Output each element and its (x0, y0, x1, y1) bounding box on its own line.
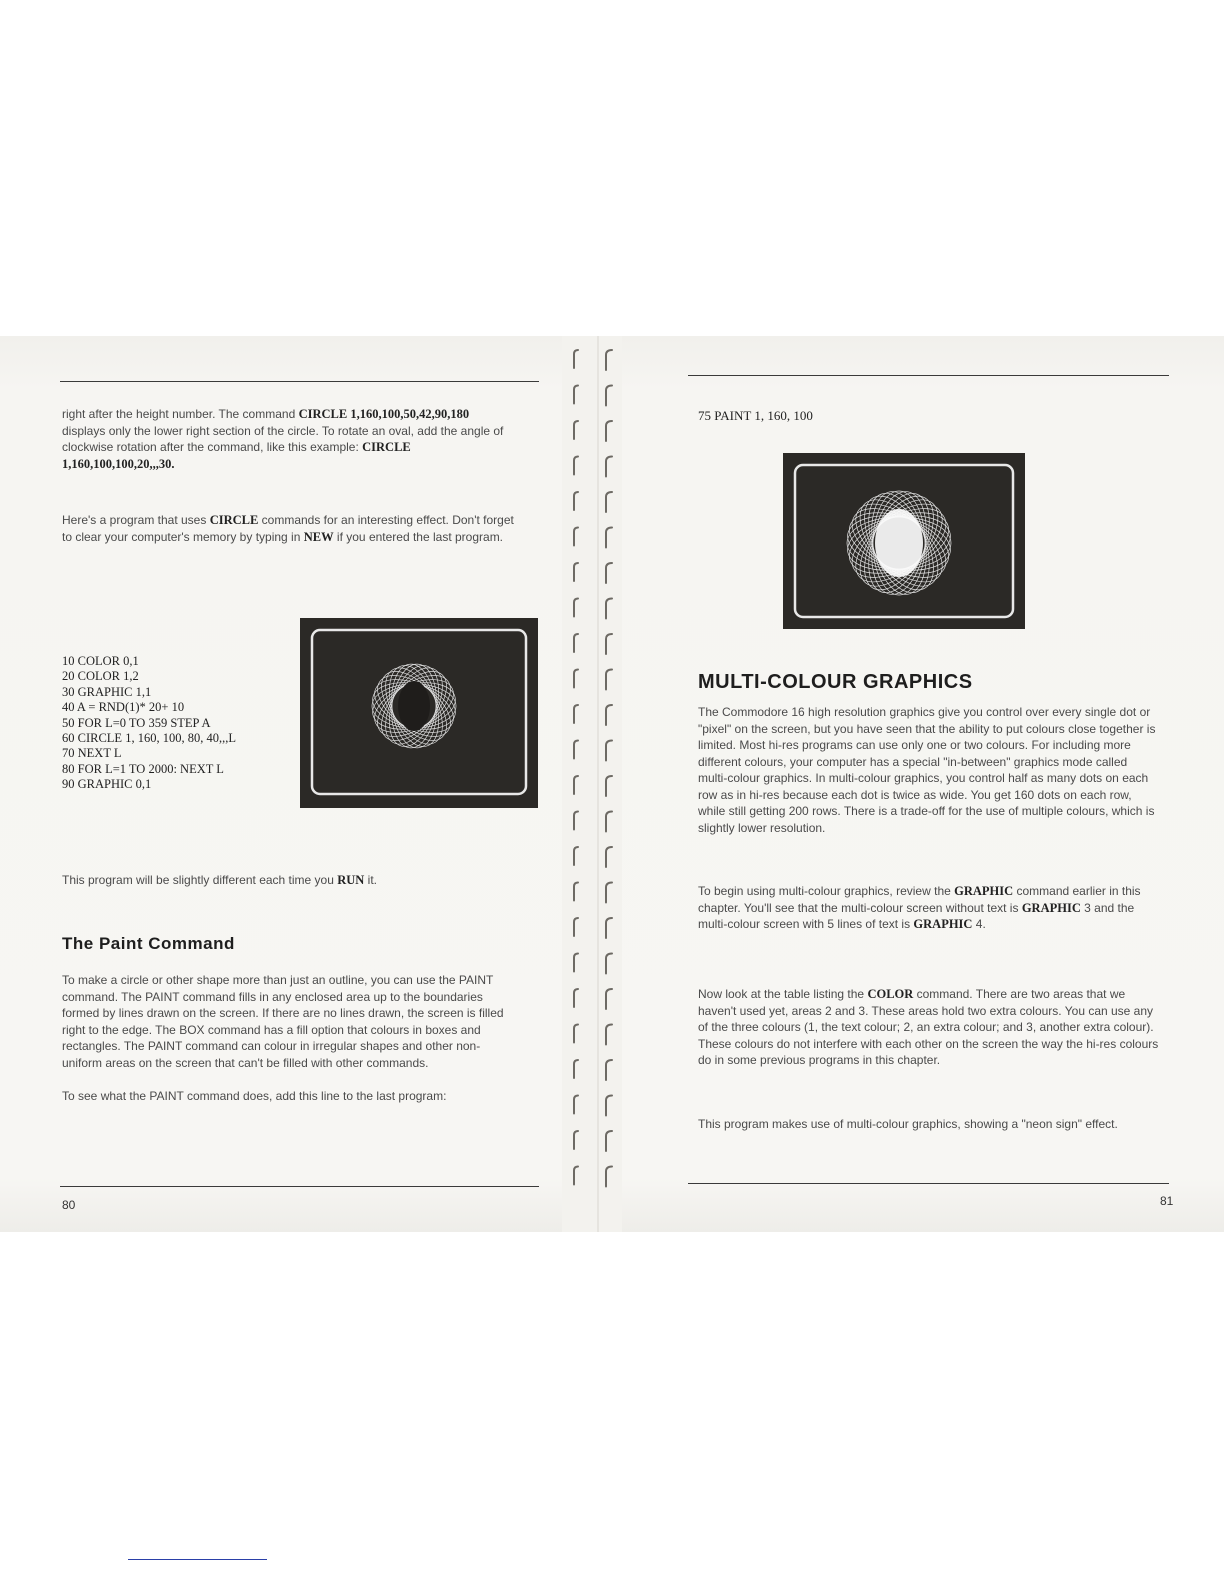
paragraph-graphic-modes (698, 883, 1154, 933)
text-run: 4. (972, 917, 986, 931)
section-heading: MULTI-COLOUR GRAPHICS (698, 671, 973, 693)
bottom-rule (60, 1186, 539, 1187)
text-run: Now look at the table listing the (698, 987, 868, 1001)
code-line: 60 CIRCLE 1, 160, 100, 80, 40,,,L (62, 731, 236, 746)
painted-spirograph-graphic (783, 453, 1025, 629)
code-line: 70 NEXT L (62, 746, 122, 761)
command-keyword: RUN (337, 873, 365, 887)
text-run: if you entered the last program. (333, 529, 504, 544)
command-keyword: CIRCLE (209, 513, 259, 527)
text-run: command earlier in this chapter. You'll see that the multi-colour screen without text is (698, 884, 1141, 915)
code-line: 30 GRAPHIC 1,1 (62, 684, 152, 699)
code-line: 50 FOR L=0 TO 359 STEP A (62, 715, 211, 730)
text-run: commands for an interesting effect. Don't forget to clear your computer's memory by typing in (62, 513, 514, 544)
basic-program-listing (62, 654, 302, 793)
paragraph-run-note (62, 872, 522, 889)
right-page (620, 336, 1224, 1232)
bottom-rule (688, 1183, 1169, 1184)
bottom-link-line (128, 1559, 267, 1560)
paint-code-line: 75 PAINT 1, 160, 100 (698, 408, 813, 423)
paragraph-neon-sign: This program makes use of multi-colour graphics, showing a "neon sign" effect. (698, 1117, 1118, 1131)
screen-photo-circles (300, 618, 538, 808)
text-run: This program will be slightly different each time you (62, 873, 338, 887)
code-line: 80 FOR L=1 TO 2000: NEXT L (62, 761, 224, 776)
section-heading: The Paint Command (62, 934, 235, 953)
command-keyword: COLOR (867, 987, 914, 1001)
command-keyword: GRAPHIC (954, 884, 1014, 898)
paragraph-paint-instruction: To see what the PAINT command does, add this line to the last program: (62, 1089, 447, 1103)
text-run: 3 and the multi-colour screen with 5 lines of text is (698, 900, 1135, 931)
left-page (0, 336, 586, 1232)
paragraph-program-intro (62, 512, 524, 545)
spiral-binding (562, 336, 622, 1232)
screen-photo-painted-circle (783, 453, 1025, 629)
paragraph-paint-description: To make a circle or other shape more than just an outline, you can use the PAINT command. The PAINT command fills in any enclosed area up to the boundaries formed by lines drawn on the screen. If there are no lines drawn, the screen is filled right to the edge. The BOX command has a fill option that colours in boxes and rectangles. The PAINT command can colour in irregular shapes and other non-uniform areas on the screen that can't be filled with other commands. (62, 973, 504, 1070)
book-spread (0, 336, 1224, 1232)
paragraph-circle-rotation (62, 406, 512, 472)
top-rule (688, 375, 1169, 376)
page-number: 80 (62, 1198, 76, 1212)
code-line: 40 A = RND(1)* 20+ 10 (62, 700, 185, 715)
top-rule (60, 381, 539, 382)
text-run: it. (364, 873, 377, 887)
command-keyword: CIRCLE 1,160,100,100,20,,,30. (62, 440, 411, 471)
command-keyword: GRAPHIC (913, 917, 973, 931)
text-run: right after the height number. The command (62, 407, 299, 421)
command-keyword: GRAPHIC (1021, 900, 1081, 915)
text-run: command. There are two areas that we haven't used yet, areas 2 and 3. These areas hold two extra colours. You can use any of the three colours (1, the text colour; 2, an extra colour; and 3, another extra colour). These colours do not interfere with each other on the screen the way the hi-res colours do in some previous programs in this chapter. (698, 987, 1159, 1067)
code-line: 10 COLOR 0,1 (62, 654, 139, 668)
code-line: 20 COLOR 1,2 (62, 669, 139, 684)
command-keyword: NEW (303, 529, 334, 544)
code-line: 90 GRAPHIC 0,1 (62, 777, 152, 792)
paragraph-color-areas (698, 986, 1160, 1069)
command-keyword: CIRCLE 1,160,100,50,42,90,180 (298, 407, 470, 421)
text-run: To begin using multi-colour graphics, review the (698, 884, 955, 898)
text-run: Here's a program that uses (62, 513, 210, 527)
spirograph-ellipses-graphic (300, 618, 538, 808)
page-number: 81 (1160, 1194, 1174, 1208)
paragraph-multicolour-intro: The Commodore 16 high resolution graphics give you control over every single dot or "pixel" on the screen, but you have seen that the ability to put colours close together is limited. Most hi-res programs can use only one or two colours. For including more different colours, your computer has a special "in-between" graphics mode called multi-colour graphics. In multi-colour graphics, you control half as many dots on each row as in hi-res because each dot is twice as wide. You get 160 dots on each row, while still getting 200 rows. There is a trade-off for the use of multiple colours, which is slightly lower resolution. (698, 705, 1156, 835)
text-run: displays only the lower right section of the circle. To rotate an oval, add the angle of clockwise rotation after the command, like this example: (62, 423, 504, 454)
